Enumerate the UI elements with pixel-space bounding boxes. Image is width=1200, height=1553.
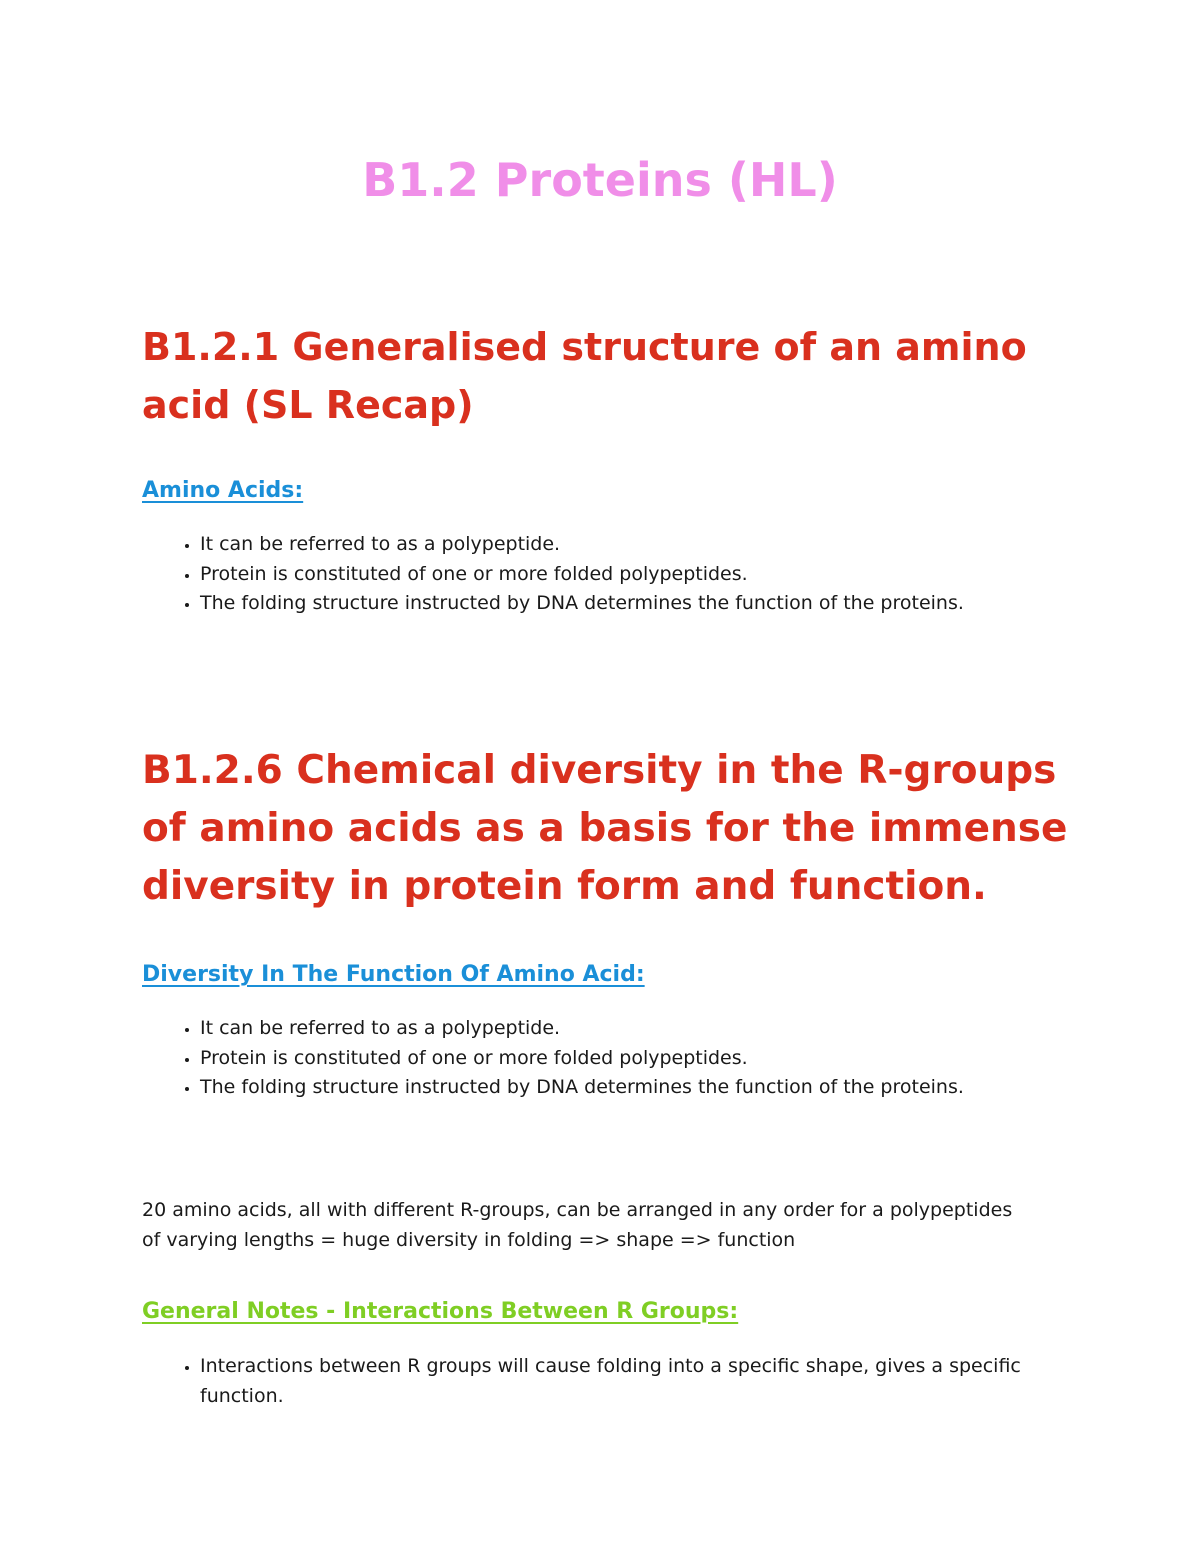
section-heading-b1-2-6: B1.2.6 Chemical diversity in the R-groups of amino acids as a basis for the immense diversity in protein form and function. bbox=[142, 748, 1068, 909]
subheading-diversity-function: Diversity In The Function Of Amino Acid: bbox=[142, 962, 645, 987]
list-item: • It can be referred to as a polypeptide. bbox=[200, 530, 1080, 560]
subheading-general-notes: General Notes - Interactions Between R Groups: bbox=[142, 1299, 739, 1324]
diversity-paragraph: 20 amino acids, all with different R-groups, can be arranged in any order for a polypeptides of varying lengths = huge diversity in folding => shape => function bbox=[142, 1199, 1013, 1251]
bullet-list-diversity bbox=[142, 1014, 1080, 1103]
list-item: • Protein is constituted of one or more folded polypeptides. bbox=[200, 1044, 1080, 1074]
list-item: • The folding structure instructed by DNA determines the function of the proteins. bbox=[200, 589, 1080, 619]
bullet-list-r-group-interactions bbox=[142, 1352, 1080, 1411]
list-item: • Interactions between R groups will cause folding into a specific shape, gives a specific function. bbox=[200, 1352, 1080, 1411]
list-item: • The folding structure instructed by DNA determines the function of the proteins. bbox=[200, 1073, 1080, 1103]
bullet-list-amino-acids bbox=[142, 530, 1080, 619]
section-heading-b1-2-1: B1.2.1 Generalised structure of an amino acid (SL Recap) bbox=[142, 325, 1027, 427]
list-item: • It can be referred to as a polypeptide. bbox=[200, 1014, 1080, 1044]
subheading-amino-acids: Amino Acids: bbox=[142, 478, 304, 503]
list-item: • Protein is constituted of one or more folded polypeptides. bbox=[200, 560, 1080, 590]
page-title: B1.2 Proteins (HL) bbox=[362, 153, 838, 207]
